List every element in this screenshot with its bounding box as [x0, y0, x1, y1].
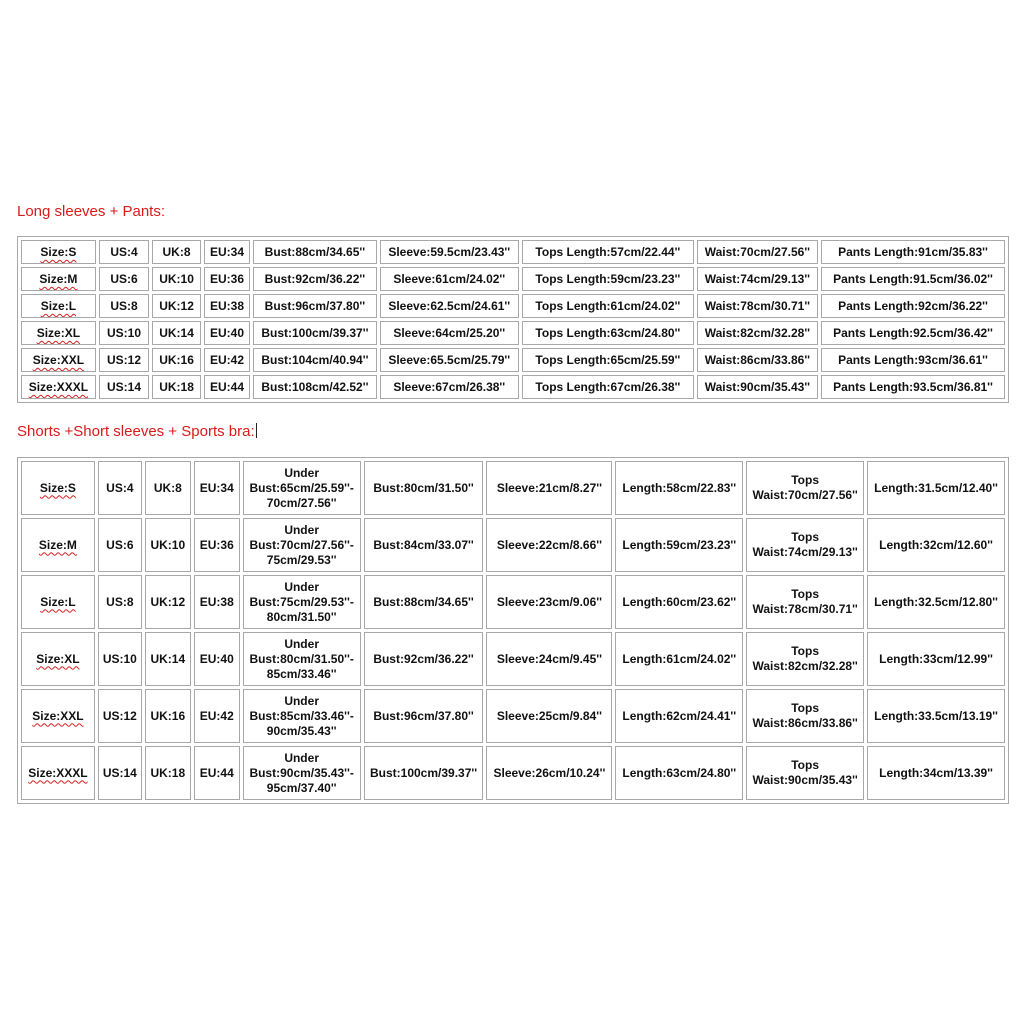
cell-text: Sleeve:65.5cm/25.79'' — [388, 353, 511, 367]
cell-text: EU:40 — [199, 651, 234, 666]
measurement-cell — [867, 575, 1005, 629]
measurement-cell — [98, 632, 142, 686]
cell-text: Length:32.5cm/12.80'' — [874, 594, 998, 609]
cell-line: Bust:90cm/35.43''- — [249, 765, 354, 780]
measurement-cell — [98, 689, 142, 743]
measurement-cell — [486, 518, 612, 572]
table-row — [21, 461, 1005, 515]
measurement-cell — [697, 240, 818, 264]
measurement-cell — [243, 461, 361, 515]
cell-line: Tops — [791, 587, 820, 601]
measurement-cell — [697, 294, 818, 318]
measurement-cell — [98, 461, 142, 515]
cell-line: Waist:78cm/30.71'' — [752, 602, 858, 616]
measurement-cell — [522, 375, 694, 399]
table-row — [21, 632, 1005, 686]
measurement-cell — [243, 575, 361, 629]
cell-text: Length:33cm/12.99'' — [879, 651, 993, 666]
cell-text: Waist:78cm/30.71'' — [704, 299, 811, 313]
measurement-cell — [194, 461, 240, 515]
cell-text: Waist:70cm/27.56'' — [704, 245, 811, 259]
cell-text: UK:10 — [159, 272, 194, 286]
measurement-cell — [98, 746, 142, 800]
cell-text: EU:40 — [210, 326, 245, 340]
cell-text: Pants Length:91.5cm/36.02'' — [833, 272, 993, 286]
cell-text: Length:31.5cm/12.40'' — [874, 480, 998, 495]
cell-text: US:10 — [107, 326, 142, 340]
cell-text: Sleeve:26cm/10.24'' — [493, 765, 606, 780]
measurement-cell — [152, 240, 201, 264]
measurement-cell — [380, 267, 519, 291]
measurement-cell — [204, 321, 250, 345]
cell-text: Bust:92cm/36.22'' — [373, 651, 474, 666]
size-cell — [21, 518, 95, 572]
measurement-cell — [364, 632, 484, 686]
size-label: Size:XXL — [32, 353, 85, 367]
cell-text: EU:44 — [199, 765, 234, 780]
section-title-text: Shorts +Short sleeves + Sports bra: — [17, 423, 255, 440]
cell-text: Length:34cm/13.39'' — [879, 765, 993, 780]
measurement-cell — [821, 321, 1005, 345]
cell-text: US:12 — [107, 353, 142, 367]
size-cell — [21, 689, 95, 743]
cell-line: Waist:74cm/29.13'' — [752, 545, 858, 559]
cell-text: Sleeve:25cm/9.84'' — [496, 708, 602, 723]
measurement-cell — [364, 746, 484, 800]
cell-text: Length:58cm/22.83'' — [622, 480, 737, 495]
cell-text: Pants Length:92.5cm/36.42'' — [833, 326, 993, 340]
measurement-cell — [615, 689, 743, 743]
cell-line: Under — [284, 636, 319, 651]
measurement-cell — [99, 348, 150, 372]
cell-line: Waist:90cm/35.43'' — [752, 773, 858, 787]
measurement-cell — [486, 461, 612, 515]
measurement-cell — [98, 575, 142, 629]
cell-text: Length:62cm/24.41'' — [622, 708, 737, 723]
section-title-shorts — [17, 423, 257, 441]
measurement-cell — [486, 632, 612, 686]
cell-text: UK:14 — [150, 651, 186, 666]
cell-text: Waist:86cm/33.86'' — [704, 353, 811, 367]
measurement-cell — [697, 267, 818, 291]
cell-text: Bust:88cm/34.65'' — [264, 245, 366, 259]
measurement-cell — [152, 267, 201, 291]
cell-text: UK:14 — [159, 326, 194, 340]
measurement-cell — [194, 575, 240, 629]
cell-line: 85cm/33.46'' — [266, 666, 337, 681]
cell-line: Tops — [791, 473, 820, 487]
cell-text: US:14 — [107, 380, 142, 394]
measurement-cell — [145, 632, 191, 686]
measurement-cell — [486, 689, 612, 743]
measurement-cell — [380, 240, 519, 264]
cell-text: US:8 — [110, 299, 138, 313]
cell-line: Under — [284, 522, 319, 537]
measurement-cell — [615, 575, 743, 629]
cell-text: US:12 — [102, 708, 137, 723]
cell-text: Waist:74cm/29.13'' — [704, 272, 811, 286]
cell-line: Tops — [791, 530, 820, 544]
size-label: Size:XXL — [32, 708, 84, 723]
measurement-cell — [867, 689, 1005, 743]
measurement-cell — [746, 461, 864, 515]
cell-text: US:10 — [102, 651, 137, 666]
section-title-text: Long sleeves + Pants: — [17, 203, 166, 220]
cell-text: Tops Length:67cm/26.38'' — [535, 380, 681, 394]
cell-text: Length:63cm/24.80'' — [622, 765, 737, 780]
cell-line: Tops — [791, 701, 820, 715]
measurement-cell — [204, 267, 250, 291]
measurement-cell — [194, 746, 240, 800]
measurement-cell — [746, 575, 864, 629]
measurement-cell — [867, 746, 1005, 800]
table-row — [21, 575, 1005, 629]
cell-text: EU:36 — [210, 272, 245, 286]
measurement-cell — [746, 746, 864, 800]
cell-text: EU:38 — [199, 594, 234, 609]
measurement-cell — [867, 632, 1005, 686]
cell-text: UK:16 — [159, 353, 194, 367]
size-cell — [21, 294, 96, 318]
cell-text: US:4 — [106, 480, 134, 495]
size-label: Size:S — [40, 245, 77, 259]
measurement-cell — [99, 321, 150, 345]
size-cell — [21, 461, 95, 515]
cell-line: Tops — [791, 758, 820, 772]
size-table-long-sleeves-pants — [17, 236, 1009, 403]
measurement-cell — [152, 294, 201, 318]
size-cell — [21, 348, 96, 372]
table-row — [21, 267, 1005, 291]
measurement-cell — [380, 348, 519, 372]
cell-text: Length:59cm/23.23'' — [622, 537, 737, 552]
cell-text: Bust:100cm/39.37'' — [369, 765, 478, 780]
measurement-cell — [364, 575, 484, 629]
measurement-cell — [204, 348, 250, 372]
cell-text: EU:42 — [199, 708, 234, 723]
measurement-cell — [615, 632, 743, 686]
measurement-cell — [145, 518, 191, 572]
measurement-cell — [253, 348, 376, 372]
measurement-cell — [99, 267, 150, 291]
measurement-cell — [867, 518, 1005, 572]
measurement-cell — [253, 267, 376, 291]
cell-text: Length:60cm/23.62'' — [622, 594, 737, 609]
size-label: Size:XL — [36, 651, 80, 666]
cell-text: Pants Length:93cm/36.61'' — [838, 353, 988, 367]
size-table-shorts-short-sleeves-sports-bra — [17, 457, 1009, 804]
size-label: Size:XXXL — [28, 765, 88, 780]
cell-text: Length:33.5cm/13.19'' — [874, 708, 998, 723]
cell-text: Pants Length:91cm/35.83'' — [838, 245, 988, 259]
cell-text: Length:32cm/12.60'' — [879, 537, 993, 552]
measurement-cell — [746, 518, 864, 572]
cell-text: Sleeve:64cm/25.20'' — [393, 326, 506, 340]
cell-text: EU:34 — [199, 480, 234, 495]
measurement-cell — [746, 689, 864, 743]
size-label: Size:M — [38, 537, 77, 552]
size-cell — [21, 321, 96, 345]
cell-text: US:8 — [106, 594, 134, 609]
measurement-cell — [204, 294, 250, 318]
measurement-cell — [145, 461, 191, 515]
cell-text: UK:16 — [150, 708, 186, 723]
cell-text: Pants Length:92cm/36.22'' — [838, 299, 988, 313]
measurement-cell — [697, 375, 818, 399]
cell-text: UK:18 — [159, 380, 194, 394]
cell-text: Tops Length:61cm/24.02'' — [535, 299, 681, 313]
cell-text: Sleeve:22cm/8.66'' — [496, 537, 602, 552]
measurement-cell — [364, 518, 484, 572]
cell-text: Sleeve:59.5cm/23.43'' — [388, 245, 511, 259]
measurement-cell — [486, 575, 612, 629]
cell-text: Sleeve:62.5cm/24.61'' — [388, 299, 511, 313]
size-cell — [21, 240, 96, 264]
cell-text: Tops Length:59cm/23.23'' — [535, 272, 681, 286]
measurement-cell — [145, 575, 191, 629]
measurement-cell — [194, 632, 240, 686]
measurement-cell — [522, 321, 694, 345]
measurement-cell — [615, 518, 743, 572]
measurement-cell — [522, 294, 694, 318]
measurement-cell — [746, 632, 864, 686]
measurement-cell — [99, 240, 150, 264]
cell-text: EU:42 — [210, 353, 245, 367]
table-row — [21, 348, 1005, 372]
measurement-cell — [522, 240, 694, 264]
cell-text: Sleeve:67cm/26.38'' — [393, 380, 506, 394]
cell-text: Bust:108cm/42.52'' — [261, 380, 369, 394]
table-row — [21, 240, 1005, 264]
measurement-cell — [145, 689, 191, 743]
measurement-cell — [194, 689, 240, 743]
measurement-cell — [145, 746, 191, 800]
cell-text: UK:12 — [150, 594, 186, 609]
cell-line: 80cm/31.50'' — [266, 609, 337, 624]
measurement-cell — [243, 746, 361, 800]
cell-text: Waist:90cm/35.43'' — [704, 380, 811, 394]
size-cell — [21, 632, 95, 686]
size-label: Size:XXXL — [28, 380, 89, 394]
cell-text: Pants Length:93.5cm/36.81'' — [833, 380, 993, 394]
table-row — [21, 689, 1005, 743]
size-label: Size:S — [39, 480, 76, 495]
measurement-cell — [867, 461, 1005, 515]
measurement-cell — [253, 240, 376, 264]
cell-line: Bust:85cm/33.46''- — [249, 708, 354, 723]
cell-line: Under — [284, 750, 319, 765]
cell-text: EU:44 — [210, 380, 245, 394]
table-row — [21, 375, 1005, 399]
measurement-cell — [253, 321, 376, 345]
cell-text: Bust:84cm/33.07'' — [373, 537, 474, 552]
cell-text: Tops Length:57cm/22.44'' — [535, 245, 681, 259]
cell-line: Waist:86cm/33.86'' — [752, 716, 858, 730]
cell-text: Bust:100cm/39.37'' — [261, 326, 369, 340]
cell-line: 90cm/35.43'' — [266, 723, 337, 738]
cell-text: EU:34 — [210, 245, 245, 259]
table-row — [21, 321, 1005, 345]
measurement-cell — [243, 689, 361, 743]
cell-text: Length:61cm/24.02'' — [622, 651, 737, 666]
measurement-cell — [821, 375, 1005, 399]
cell-line: Bust:80cm/31.50''- — [249, 651, 354, 666]
cell-line: 75cm/29.53'' — [266, 552, 337, 567]
table-row — [21, 746, 1005, 800]
size-cell — [21, 746, 95, 800]
measurement-cell — [243, 518, 361, 572]
measurement-cell — [486, 746, 612, 800]
table-row — [21, 518, 1005, 572]
measurement-cell — [152, 321, 201, 345]
size-label: Size:L — [40, 299, 77, 313]
measurement-cell — [253, 375, 376, 399]
cell-text: Tops Length:63cm/24.80'' — [535, 326, 681, 340]
table-row — [21, 294, 1005, 318]
cell-text: Sleeve:61cm/24.02'' — [393, 272, 506, 286]
cell-text: Sleeve:21cm/8.27'' — [496, 480, 602, 495]
cell-line: Under — [284, 579, 319, 594]
measurement-cell — [99, 375, 150, 399]
measurement-cell — [98, 518, 142, 572]
measurement-cell — [380, 321, 519, 345]
cell-text: EU:36 — [199, 537, 234, 552]
measurement-cell — [615, 746, 743, 800]
cell-line: Waist:82cm/32.28'' — [752, 659, 858, 673]
measurement-cell — [615, 461, 743, 515]
measurement-cell — [697, 348, 818, 372]
cell-line: Waist:70cm/27.56'' — [752, 488, 858, 502]
cell-text: EU:38 — [210, 299, 245, 313]
cell-text: US:4 — [110, 245, 138, 259]
cell-text: Bust:104cm/40.94'' — [261, 353, 369, 367]
cell-line: Under — [284, 693, 319, 708]
cell-text: Bust:88cm/34.65'' — [373, 594, 474, 609]
measurement-cell — [821, 294, 1005, 318]
cell-line: Bust:65cm/25.59''- — [249, 480, 354, 495]
measurement-cell — [821, 240, 1005, 264]
measurement-cell — [152, 348, 201, 372]
measurement-cell — [522, 348, 694, 372]
size-cell — [21, 575, 95, 629]
cell-line: Tops — [791, 644, 820, 658]
cell-text: Bust:96cm/37.80'' — [373, 708, 474, 723]
size-label: Size:XL — [36, 326, 81, 340]
cell-text: UK:8 — [162, 245, 191, 259]
cell-text: US:14 — [102, 765, 137, 780]
cell-line: 70cm/27.56'' — [266, 495, 337, 510]
cell-text: Bust:96cm/37.80'' — [264, 299, 366, 313]
cell-text: US:6 — [110, 272, 138, 286]
cell-text: Sleeve:24cm/9.45'' — [496, 651, 602, 666]
section-title-long-sleeves — [17, 203, 165, 221]
measurement-cell — [204, 240, 250, 264]
size-label: Size:M — [39, 272, 78, 286]
size-label: Size:L — [40, 594, 76, 609]
cell-text: UK:12 — [159, 299, 194, 313]
cell-line: Bust:75cm/29.53''- — [249, 594, 354, 609]
cell-line: Under — [284, 465, 319, 480]
measurement-cell — [194, 518, 240, 572]
measurement-cell — [99, 294, 150, 318]
measurement-cell — [364, 689, 484, 743]
cell-text: UK:8 — [153, 480, 182, 495]
measurement-cell — [522, 267, 694, 291]
text-cursor — [256, 423, 257, 438]
cell-text: UK:18 — [150, 765, 186, 780]
measurement-cell — [821, 348, 1005, 372]
size-cell — [21, 375, 96, 399]
measurement-cell — [380, 294, 519, 318]
measurement-cell — [243, 632, 361, 686]
measurement-cell — [380, 375, 519, 399]
measurement-cell — [152, 375, 201, 399]
cell-text: Waist:82cm/32.28'' — [704, 326, 811, 340]
measurement-cell — [364, 461, 484, 515]
measurement-cell — [821, 267, 1005, 291]
cell-text: Bust:92cm/36.22'' — [264, 272, 366, 286]
cell-text: Sleeve:23cm/9.06'' — [496, 594, 602, 609]
cell-text: UK:10 — [150, 537, 186, 552]
cell-text: Tops Length:65cm/25.59'' — [535, 353, 681, 367]
measurement-cell — [253, 294, 376, 318]
cell-line: Bust:70cm/27.56''- — [249, 537, 354, 552]
size-cell — [21, 267, 96, 291]
cell-text: US:6 — [106, 537, 134, 552]
cell-line: 95cm/37.40'' — [266, 780, 337, 795]
measurement-cell — [697, 321, 818, 345]
cell-text: Bust:80cm/31.50'' — [373, 480, 474, 495]
measurement-cell — [204, 375, 250, 399]
